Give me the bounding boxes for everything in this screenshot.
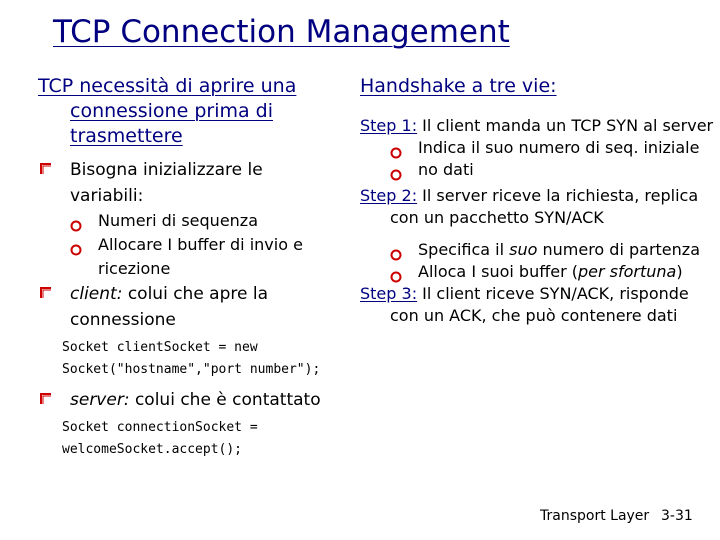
step-2-text: Il server riceve la richiesta, replica con un pacchetto SYN/ACK xyxy=(390,186,699,227)
client-term: client: xyxy=(70,284,123,304)
left-heading: TCP necessità di aprire una connessione prima di trasmettere xyxy=(38,75,297,147)
step-1-sub-seq-text: Indica il suo numero di seq. iniziale xyxy=(418,138,700,157)
step-1 xyxy=(360,115,715,137)
server-term: server: xyxy=(70,390,130,410)
box-bullet-icon xyxy=(40,393,52,405)
footer-page-number: 3-31 xyxy=(661,508,693,524)
circle-bullet-icon xyxy=(390,165,402,177)
step-2-sub-buffer-a: Alloca I suoi buffer ( xyxy=(418,262,578,281)
bullet-variables-text: Bisogna inizializzare le variabili: xyxy=(70,160,263,206)
circle-bullet-icon xyxy=(70,215,82,227)
left-column xyxy=(38,74,338,461)
right-heading: Handshake a tre vie: xyxy=(360,75,557,97)
bullet-variables xyxy=(38,157,338,209)
step-2 xyxy=(360,185,715,229)
slide-title: TCP Connection Management xyxy=(53,14,510,50)
step-2-sub-buffer-em: per sfortuna xyxy=(577,262,677,281)
step-2-sub-number xyxy=(388,239,715,261)
sub-bullet-seq xyxy=(68,209,338,233)
step-1-sub-nodata-text: no dati xyxy=(418,160,474,179)
step-2-sub-buffer-b: ) xyxy=(676,262,683,281)
step-1-sub-nodata xyxy=(388,159,715,181)
circle-bullet-icon xyxy=(390,267,402,279)
step-3 xyxy=(360,283,715,327)
bullet-server xyxy=(38,387,338,413)
client-code: Socket clientSocket = new Socket("hostname","port number"); xyxy=(62,340,321,377)
circle-bullet-icon xyxy=(390,143,402,155)
step-2-sub-buffer xyxy=(388,261,715,283)
step-1-label: Step 1: xyxy=(360,116,418,135)
step-2-sub-number-b: numero di partenza xyxy=(537,240,700,259)
step-2-sub-number-a: Specifica il xyxy=(418,240,510,259)
box-bullet-icon xyxy=(40,287,52,299)
bullet-client xyxy=(38,281,338,333)
step-3-text: Il client riceve SYN/ACK, risponde con un ACK, che può contenere dati xyxy=(390,284,689,325)
step-1-text: Il client manda un TCP SYN al server xyxy=(417,116,714,135)
sub-bullet-buffer-text: Allocare I buffer di invio e ricezione xyxy=(98,235,303,278)
circle-bullet-icon xyxy=(70,239,82,251)
step-3-label: Step 3: xyxy=(360,284,418,303)
server-code: Socket connectionSocket = welcomeSocket.accept(); xyxy=(62,420,266,457)
sub-bullet-seq-text: Numeri di sequenza xyxy=(98,211,258,230)
box-bullet-icon xyxy=(40,163,52,175)
server-desc: colui che è contattato xyxy=(129,390,321,410)
client-desc: colui che apre la connessione xyxy=(70,284,269,330)
step-2-sub-number-em: suo xyxy=(509,240,538,259)
sub-bullet-buffer xyxy=(68,233,338,281)
step-2-label: Step 2: xyxy=(360,186,418,205)
right-column xyxy=(360,74,715,327)
step-1-sub-seq xyxy=(388,137,715,159)
footer-layer-label: Transport Layer xyxy=(540,508,650,524)
circle-bullet-icon xyxy=(390,245,402,257)
